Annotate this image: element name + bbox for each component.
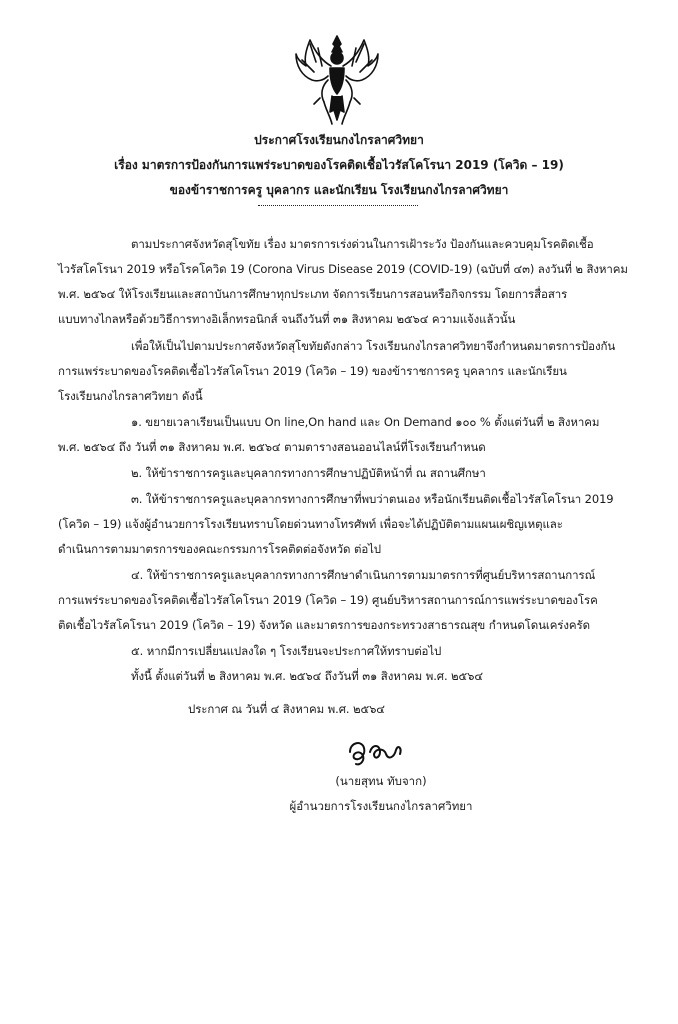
body-line: ๕. หากมีการเปลี่ยนแปลงใด ๆ โรงเรียนจะประกาศให้ทราบต่อไป — [131, 644, 442, 658]
effective-period: ทั้งนี้ ตั้งแต่วันที่ ๒ สิงหาคม พ.ศ. ๒๕๖๔ ถึงวันที่ ๓๑ สิงหาคม พ.ศ. ๒๕๖๔ — [131, 669, 483, 683]
body-line: พ.ศ. ๒๕๖๔ ให้โรงเรียนและสถาบันการศึกษาทุกประเภท จัดการเรียนการสอนหรือกิจกรรม โดยการสื่อสาร — [58, 287, 568, 301]
dotted-divider — [258, 205, 418, 206]
announcement-subject: เรื่อง มาตรการป้องกันการแพร่ระบาดของโรคติดเชื้อไวรัสโคโรนา 2019 (โควิด – 19) — [114, 158, 564, 172]
signer-position: ผู้อำนวยการโรงเรียนกงไกรลาศวิทยา — [289, 799, 473, 813]
signer-name: (นายสุทน ทับจาก) — [335, 774, 427, 788]
body-line: แบบทางไกลหรือด้วยวิธีการทางอิเล็กทรอนิกส์ จนถึงวันที่ ๓๑ สิงหาคม ๒๕๖๔ ความแจ้งแล้วนั้น — [58, 312, 516, 326]
body-line: ไวรัสโคโรนา 2019 หรือโรคโควิด 19 (Corona Virus Disease 2019 (COVID-19) (ฉบับที่ ๔๓) ลงวันที่ ๒ สิงหาคม — [58, 262, 628, 276]
body-line: ๑. ขยายเวลาเรียนเป็นแบบ On line,On hand และ On Demand ๑๐๐ % ตั้งแต่วันที่ ๒ สิงหาคม — [131, 415, 600, 429]
body-line: พ.ศ. ๒๕๖๔ ถึง วันที่ ๓๑ สิงหาคม พ.ศ. ๒๕๖๔ ตามตารางสอนออนไลน์ที่โรงเรียนกำหนด — [58, 440, 486, 454]
body-line: การแพร่ระบาดของโรคติดเชื้อไวรัสโคโรนา 2019 (โควิด – 19) ของข้าราชการครู บุคลากร และนักเรียน — [58, 364, 567, 378]
handwritten-signature-icon — [346, 734, 406, 770]
body-line: ๒. ให้ข้าราชการครูและบุคลากรทางการศึกษาปฏิบัติหน้าที่ ณ สถานศึกษา — [131, 466, 486, 480]
body-line: ตามประกาศจังหวัดสุโขทัย เรื่อง มาตรการเร่งด่วนในการเฝ้าระวัง ป้องกันและควบคุมโรคติดเชื้อ — [131, 237, 594, 251]
body-line: เพื่อให้เป็นไปตามประกาศจังหวัดสุโขทัยดังกล่าว โรงเรียนกงไกรลาศวิทยาจึงกำหนดมาตรการป้องกัน — [131, 339, 616, 353]
body-line: ติดเชื้อไวรัสโคโรนา 2019 (โควิด – 19) จังหวัด และมาตรการของกระทรวงสาธารณสุข กำหนดโดนเคร่งครัด — [58, 618, 590, 632]
body-line: (โควิด – 19) แจ้งผู้อำนวยการโรงเรียนทราบโดยด่วนทางโทรศัพท์ เพื่อจะได้ปฏิบัติตามแผนเผชิญเหตุและ — [58, 517, 563, 531]
garuda-emblem-icon — [294, 32, 380, 126]
body-line: ๔. ให้ข้าราชการครูและบุคลากรทางการศึกษาดำเนินการตามมาตรการที่ศูนย์บริหารสถานการณ์ — [131, 568, 596, 582]
body-line: ๓. ให้ข้าราชการครูและบุคลากรทางการศึกษาที่พบว่าตนเอง หรือนักเรียนติดเชื้อไวรัสโคโรนา 2019 — [131, 492, 614, 506]
body-line: การแพร่ระบาดของโรคติดเชื้อไวรัสโคโรนา 2019 (โควิด – 19) ศูนย์บริหารสถานการณ์การแพร่ระบาดของโรค — [58, 593, 598, 607]
announce-date: ประกาศ ณ วันที่ ๔ สิงหาคม พ.ศ. ๒๕๖๔ — [188, 702, 385, 716]
body-line: โรงเรียนกงไกรลาศวิทยา ดังนี้ — [58, 389, 203, 403]
announcement-title: ประกาศโรงเรียนกงไกรลาศวิทยา — [254, 133, 424, 147]
body-line: ดำเนินการตามมาตรการของคณะกรรมการโรคติดต่อจังหวัด ต่อไป — [58, 542, 382, 556]
announcement-scope: ของข้าราชการครู บุคลากร และนักเรียน โรงเรียนกงไกรลาศวิทยา — [169, 183, 509, 197]
